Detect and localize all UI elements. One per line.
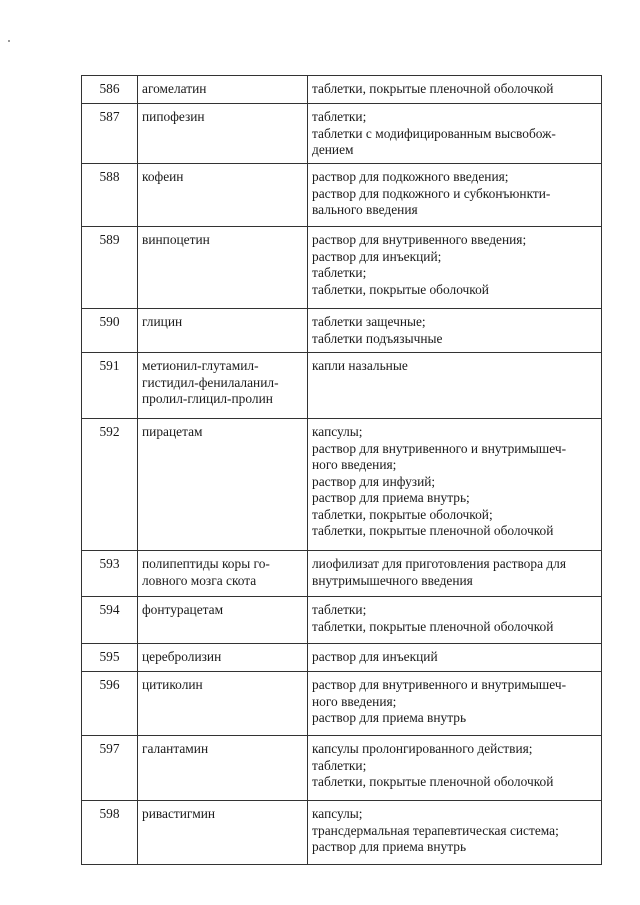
dosage-form-line: раствор для приема внутрь; bbox=[312, 490, 470, 505]
drug-name-line: глицин bbox=[142, 314, 183, 329]
dosage-forms bbox=[308, 644, 602, 672]
drug-name-line: ривастигмин bbox=[142, 806, 216, 821]
drug-name bbox=[138, 736, 308, 801]
dosage-forms bbox=[308, 353, 602, 419]
row-number: 590 bbox=[82, 309, 138, 353]
dosage-form-line: раствор для приема внутрь bbox=[312, 839, 467, 854]
drug-name bbox=[138, 801, 308, 865]
dosage-forms bbox=[308, 597, 602, 644]
dosage-form-line: таблетки; bbox=[312, 109, 367, 124]
table-row bbox=[82, 104, 602, 164]
table-row bbox=[82, 644, 602, 672]
dosage-form-line: лиофилизат для приготовления раствора для bbox=[312, 556, 567, 571]
drug-name-line: цитиколин bbox=[142, 677, 203, 692]
dosage-form-line: ного введения; bbox=[312, 457, 397, 472]
dosage-form-line: трансдермальная терапевтическая система; bbox=[312, 822, 559, 838]
table-body bbox=[82, 76, 602, 865]
dosage-form-line: таблетки с модифицированным высвобож- bbox=[312, 125, 556, 141]
dosage-form-line: раствор для подкожного и субконъюнкти- bbox=[312, 185, 551, 201]
dosage-forms bbox=[308, 672, 602, 736]
dosage-forms bbox=[308, 309, 602, 353]
drug-name-line: пипофезин bbox=[142, 109, 205, 124]
dosage-form-line: ного введения; bbox=[312, 693, 397, 709]
drug-name-line: агомелатин bbox=[142, 81, 207, 96]
table-row bbox=[82, 419, 602, 551]
dosage-form-line: таблетки, покрытые пленочной оболочкой bbox=[312, 523, 554, 538]
dosage-forms bbox=[308, 164, 602, 227]
drug-name-line: ловного мозга скота bbox=[142, 572, 257, 588]
drug-name-line: винпоцетин bbox=[142, 232, 210, 247]
dosage-form-line: раствор для внутривенного введения; bbox=[312, 232, 527, 247]
medication-table bbox=[81, 75, 602, 865]
row-number: 598 bbox=[82, 801, 138, 865]
dosage-form-line: раствор для инъекций bbox=[312, 649, 438, 664]
dosage-form-line: капсулы пролонгированного действия; bbox=[312, 741, 533, 756]
table-row bbox=[82, 801, 602, 865]
dosage-form-line: капсулы; bbox=[312, 424, 363, 439]
drug-name bbox=[138, 353, 308, 419]
drug-name bbox=[138, 597, 308, 644]
dosage-form-line: раствор для инфузий; bbox=[312, 473, 436, 489]
drug-name-line: церебролизин bbox=[142, 649, 222, 664]
dosage-forms bbox=[308, 76, 602, 104]
dosage-form-line: таблетки, покрытые оболочкой bbox=[312, 281, 489, 297]
row-number: 591 bbox=[82, 353, 138, 419]
row-number: 586 bbox=[82, 76, 138, 104]
dosage-forms bbox=[308, 801, 602, 865]
dosage-forms bbox=[308, 419, 602, 551]
drug-name bbox=[138, 309, 308, 353]
dosage-form-line: таблетки, покрытые пленочной оболочкой bbox=[312, 81, 554, 96]
row-number: 593 bbox=[82, 551, 138, 597]
dosage-form-line: раствор для внутривенного и внутримышеч- bbox=[312, 677, 567, 692]
drug-name bbox=[138, 672, 308, 736]
dosage-forms bbox=[308, 104, 602, 164]
drug-name-line: фонтурацетам bbox=[142, 602, 224, 617]
dosage-forms bbox=[308, 551, 602, 597]
dosage-form-line: капли назальные bbox=[312, 358, 408, 373]
dosage-form-line: таблетки; bbox=[312, 757, 367, 773]
row-number: 596 bbox=[82, 672, 138, 736]
table-row bbox=[82, 597, 602, 644]
table-row bbox=[82, 353, 602, 419]
table-row bbox=[82, 164, 602, 227]
drug-name-line: метионил-глутамил- bbox=[142, 358, 259, 373]
table-row bbox=[82, 672, 602, 736]
dosage-form-line: таблетки, покрытые оболочкой; bbox=[312, 506, 493, 522]
dosage-form-line: таблетки; bbox=[312, 265, 367, 280]
table-row bbox=[82, 736, 602, 801]
dosage-forms bbox=[308, 736, 602, 801]
table-row bbox=[82, 227, 602, 309]
drug-name bbox=[138, 104, 308, 164]
drug-name-line: гистидил-фенилаланил- bbox=[142, 374, 279, 390]
drug-name-line: полипептиды коры го- bbox=[142, 556, 270, 571]
drug-name bbox=[138, 644, 308, 672]
table-row bbox=[82, 551, 602, 597]
drug-name-line: пролил-глицил-пролин bbox=[142, 391, 273, 406]
drug-name bbox=[138, 76, 308, 104]
table-row bbox=[82, 309, 602, 353]
row-number: 587 bbox=[82, 104, 138, 164]
drug-name bbox=[138, 164, 308, 227]
dosage-form-line: внутримышечного введения bbox=[312, 572, 473, 588]
dosage-forms bbox=[308, 227, 602, 309]
row-number: 594 bbox=[82, 597, 138, 644]
row-number: 589 bbox=[82, 227, 138, 309]
scan-speck bbox=[8, 40, 10, 42]
drug-name-line: пирацетам bbox=[142, 424, 203, 439]
dosage-form-line: раствор для приема внутрь bbox=[312, 710, 467, 725]
dosage-form-line: дением bbox=[312, 142, 354, 157]
dosage-form-line: таблетки, покрытые пленочной оболочкой bbox=[312, 618, 554, 634]
drug-name-line: кофеин bbox=[142, 169, 184, 184]
drug-name-line: галантамин bbox=[142, 741, 209, 756]
dosage-form-line: таблетки защечные; bbox=[312, 314, 426, 329]
dosage-form-line: раствор для инъекций; bbox=[312, 248, 442, 264]
drug-name bbox=[138, 419, 308, 551]
dosage-form-line: таблетки; bbox=[312, 602, 367, 617]
drug-name bbox=[138, 227, 308, 309]
row-number: 595 bbox=[82, 644, 138, 672]
row-number: 597 bbox=[82, 736, 138, 801]
row-number: 588 bbox=[82, 164, 138, 227]
dosage-form-line: таблетки подъязычные bbox=[312, 330, 443, 346]
table-row bbox=[82, 76, 602, 104]
drug-name bbox=[138, 551, 308, 597]
dosage-form-line: раствор для внутривенного и внутримышеч- bbox=[312, 440, 567, 456]
dosage-form-line: вального введения bbox=[312, 202, 418, 217]
dosage-form-line: капсулы; bbox=[312, 806, 363, 821]
row-number: 592 bbox=[82, 419, 138, 551]
dosage-form-line: таблетки, покрытые пленочной оболочкой bbox=[312, 774, 554, 789]
dosage-form-line: раствор для подкожного введения; bbox=[312, 169, 509, 184]
